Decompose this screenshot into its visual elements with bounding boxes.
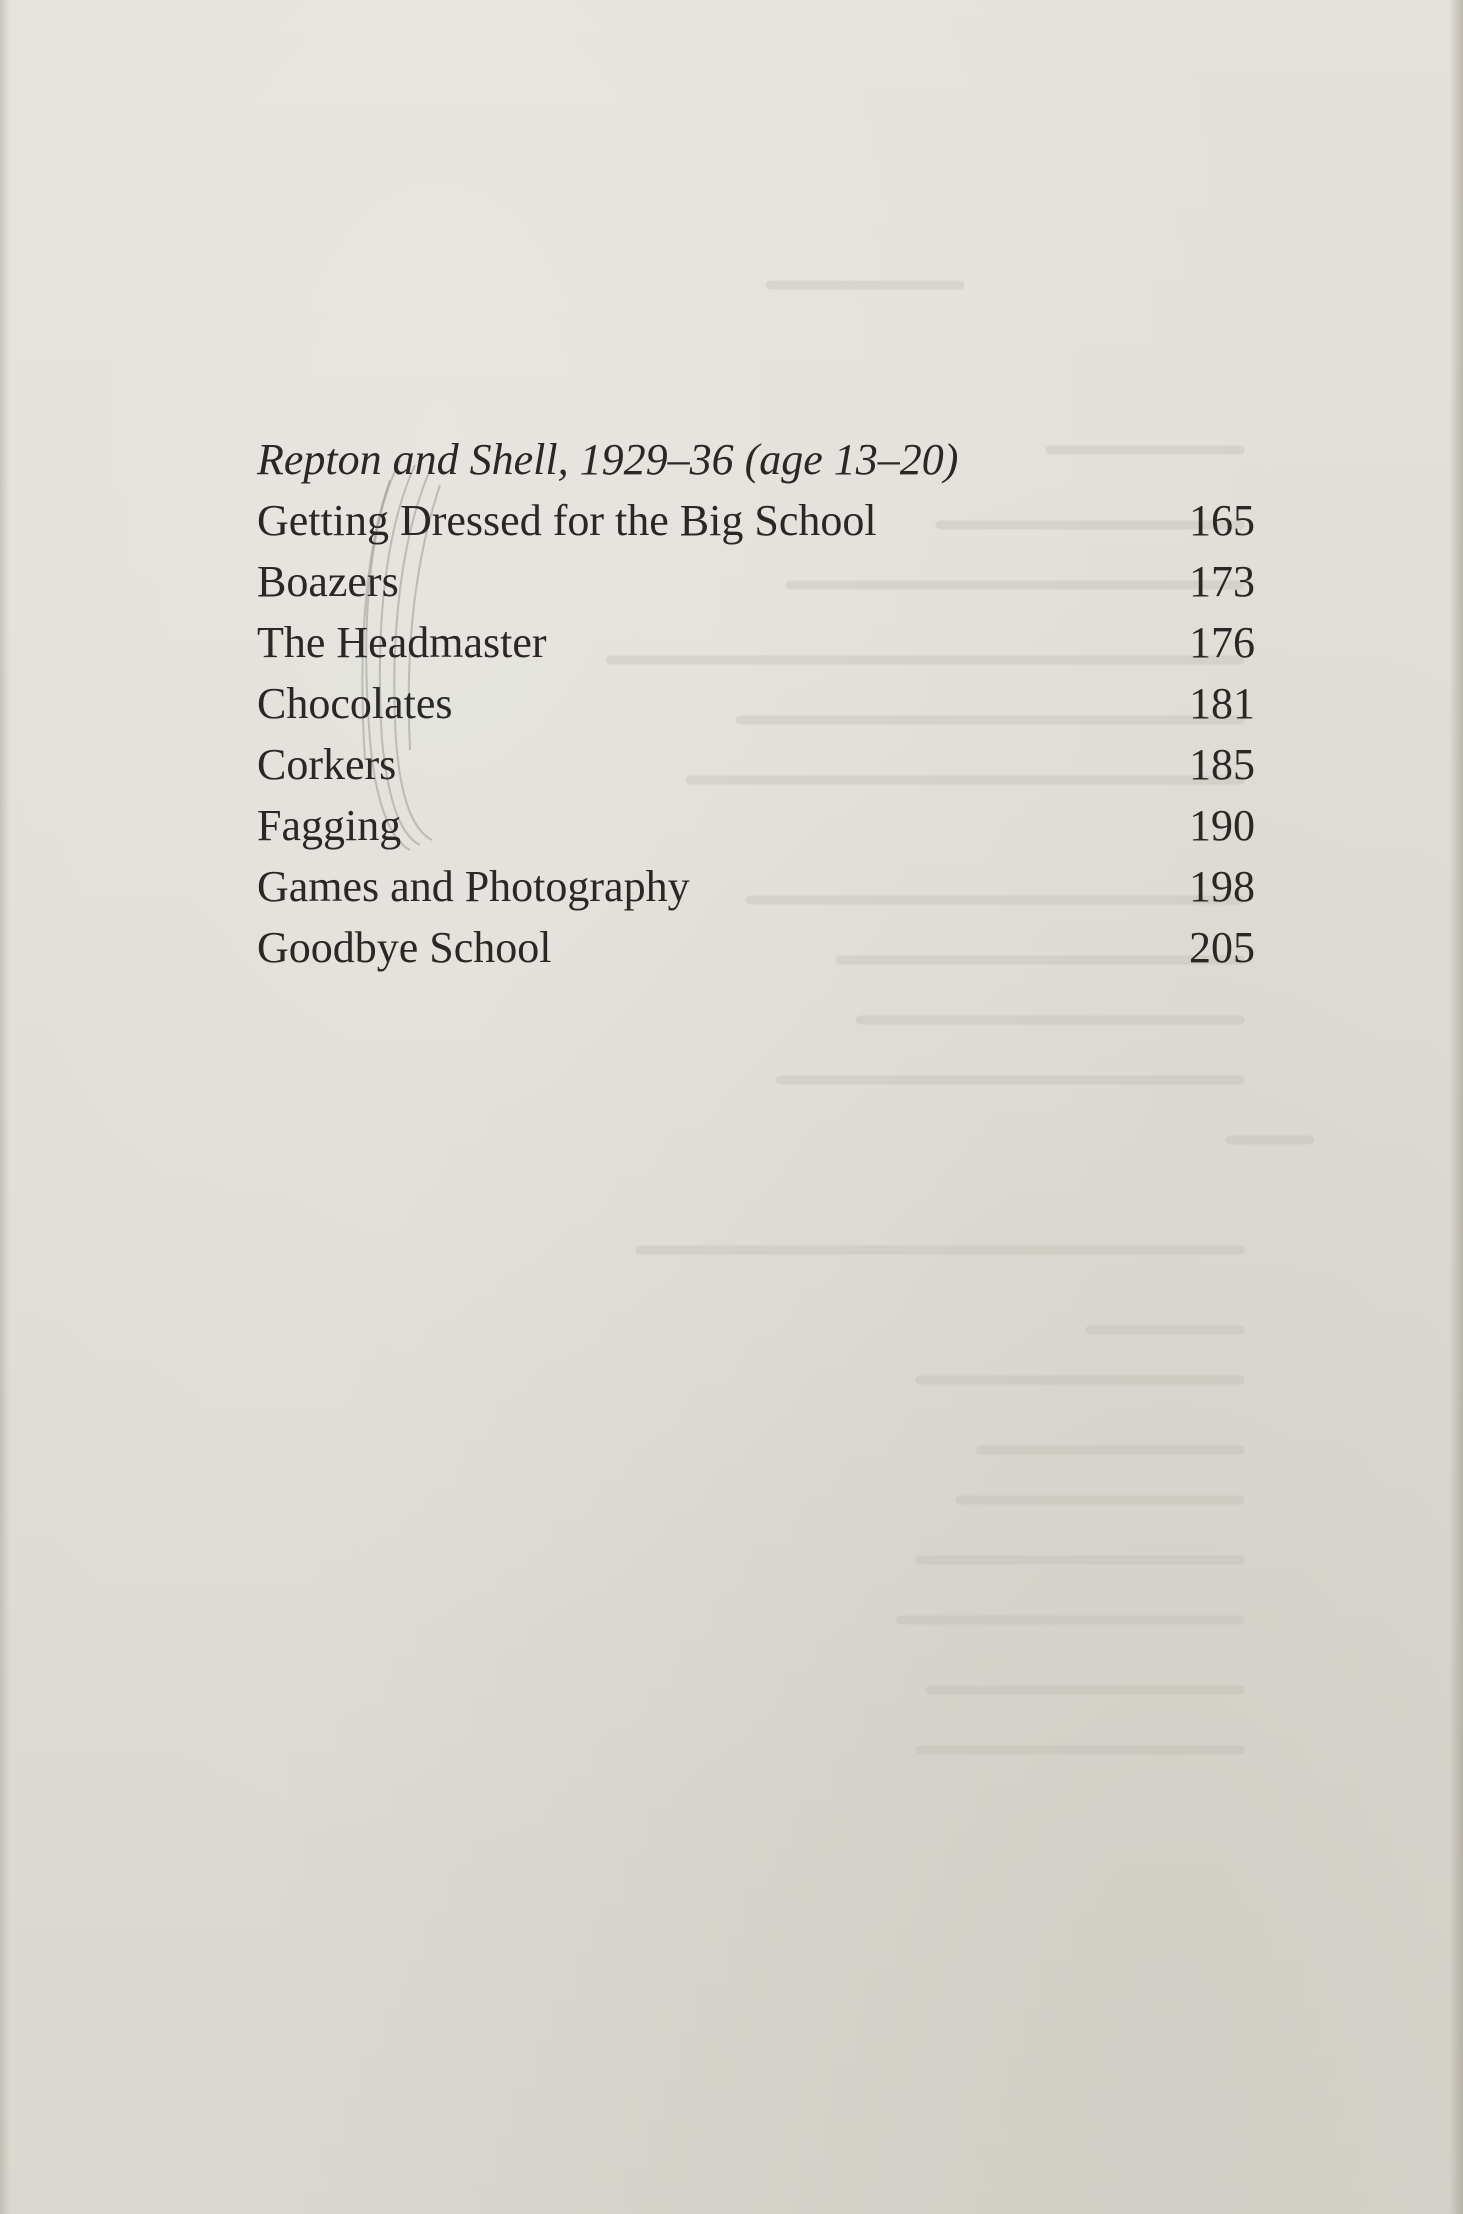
page-edge-right (1449, 0, 1463, 2214)
toc-entries (257, 490, 1255, 978)
entry-title: The Headmaster (257, 618, 547, 667)
entry-title: Chocolates (257, 679, 453, 728)
toc-entry (257, 917, 1255, 978)
entry-page-number: 205 (1189, 923, 1255, 972)
toc-entry (257, 673, 1255, 734)
entry-title: Games and Photography (257, 862, 690, 911)
entry-title: Corkers (257, 740, 397, 789)
entry-page-number: 173 (1189, 557, 1255, 606)
toc-entry (257, 734, 1255, 795)
toc-entry (257, 551, 1255, 612)
entry-title: Fagging (257, 801, 402, 850)
entry-page-number: 181 (1189, 679, 1255, 728)
entry-page-number: 176 (1189, 618, 1255, 667)
entry-title: Goodbye School (257, 923, 552, 972)
entry-page-number: 198 (1189, 862, 1255, 911)
toc-entry (257, 490, 1255, 551)
entry-title: Getting Dressed for the Big School (257, 496, 877, 545)
toc-entry (257, 612, 1255, 673)
toc-entry (257, 795, 1255, 856)
entry-title: Boazers (257, 557, 399, 606)
table-of-contents (257, 430, 1257, 978)
section-heading: Repton and Shell, 1929–36 (age 13–20) (257, 435, 959, 484)
toc-entry (257, 856, 1255, 917)
entry-page-number: 185 (1189, 740, 1255, 789)
entry-page-number: 190 (1189, 801, 1255, 850)
entry-page-number: 165 (1189, 496, 1255, 545)
page-edge-left (0, 0, 10, 2214)
